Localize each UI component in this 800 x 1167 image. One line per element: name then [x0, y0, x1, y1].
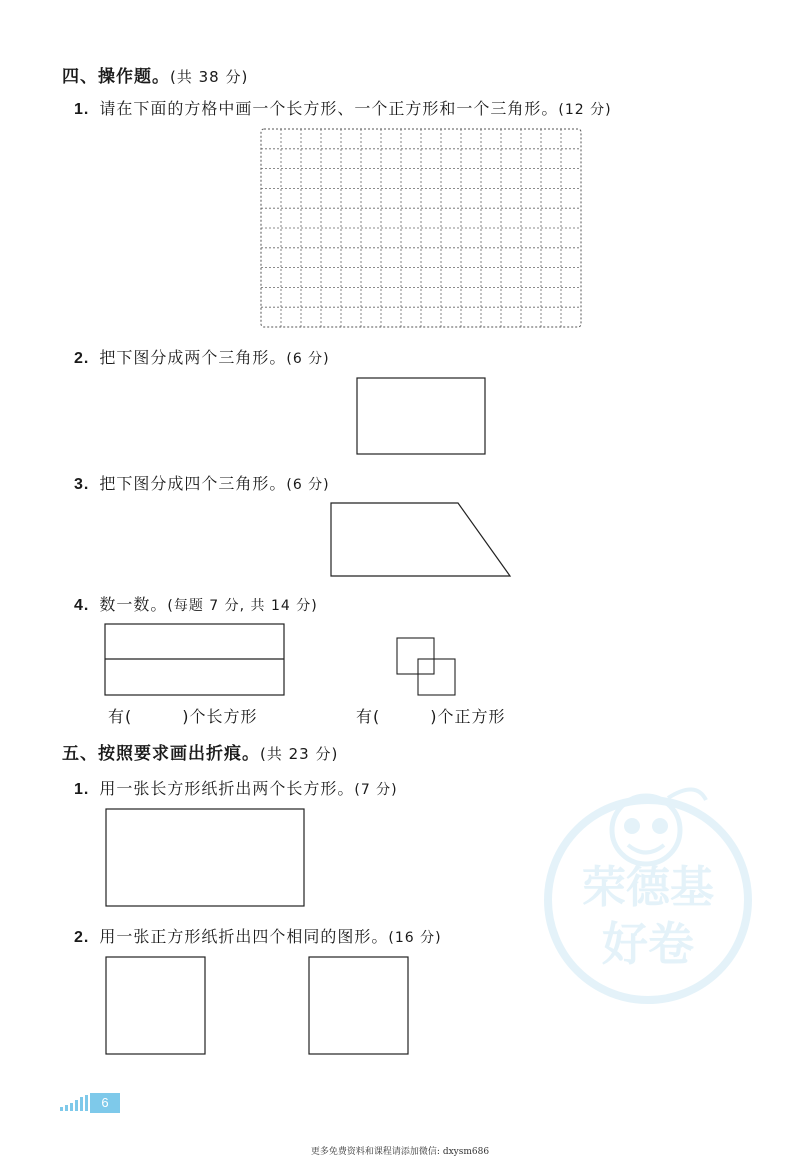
square-paper-figure-left[interactable] — [105, 956, 207, 1056]
footer-note: 更多免费资料和课程请添加微信: dxysm686 — [310, 1147, 490, 1157]
question-points: (16 分) — [388, 930, 442, 946]
split-rectangle-figure — [104, 623, 286, 697]
count-rectangles-answer — [108, 704, 258, 727]
question-number: 1. — [74, 101, 90, 118]
section-4-heading — [62, 62, 248, 87]
question-4-1 — [74, 96, 612, 119]
question-4-4 — [74, 592, 318, 615]
question-number: 4. — [74, 597, 90, 614]
question-points: (每题 7 分, 共 14 分) — [167, 598, 318, 614]
section-4-title: 四、操作题。 — [62, 67, 170, 87]
question-5-2 — [74, 924, 442, 947]
section-4-points: (共 38 分) — [170, 68, 249, 86]
watermark-bottom-text: 好卷 — [602, 917, 694, 971]
answer-prefix: 有( — [356, 707, 381, 726]
rectangle-paper-figure[interactable] — [105, 808, 305, 908]
question-points: (6 分) — [286, 351, 330, 367]
rectangle-figure-q2[interactable] — [356, 377, 486, 455]
question-number: 2. — [74, 929, 90, 946]
trapezoid-figure-q3[interactable] — [330, 502, 512, 578]
square-paper-figure-right[interactable] — [308, 956, 410, 1056]
count-squares-answer — [356, 704, 506, 727]
section-5-title: 五、按照要求画出折痕。 — [62, 744, 260, 764]
watermark-logo — [528, 770, 768, 1010]
question-text: 把下图分成四个三角形。 — [99, 474, 287, 493]
page-number: 6 — [90, 1093, 120, 1113]
question-text: 把下图分成两个三角形。 — [99, 348, 287, 367]
question-points: (12 分) — [558, 102, 612, 118]
watermark-top-text: 荣德基 — [582, 862, 714, 913]
answer-suffix: )个正方形 — [430, 707, 506, 726]
overlapping-squares-figure — [396, 637, 458, 697]
question-text: 用一张长方形纸折出两个长方形。 — [99, 779, 355, 798]
question-points: (7 分) — [354, 782, 398, 798]
question-points: (6 分) — [286, 477, 330, 493]
question-number: 3. — [74, 476, 90, 493]
question-5-1 — [74, 776, 398, 799]
dotted-grid[interactable] — [260, 128, 582, 328]
question-4-3 — [74, 471, 330, 494]
page-signal-bars-icon — [60, 1095, 90, 1111]
answer-prefix: 有( — [108, 707, 133, 726]
answer-suffix: )个长方形 — [182, 707, 258, 726]
section-5-heading — [62, 739, 338, 764]
question-text: 用一张正方形纸折出四个相同的图形。 — [99, 927, 389, 946]
question-number: 1. — [74, 781, 90, 798]
section-5-points: (共 23 分) — [260, 745, 339, 763]
question-text: 请在下面的方格中画一个长方形、一个正方形和一个三角形。 — [99, 99, 559, 118]
question-text: 数一数。 — [99, 595, 168, 614]
question-number: 2. — [74, 350, 90, 367]
question-4-2 — [74, 345, 330, 368]
